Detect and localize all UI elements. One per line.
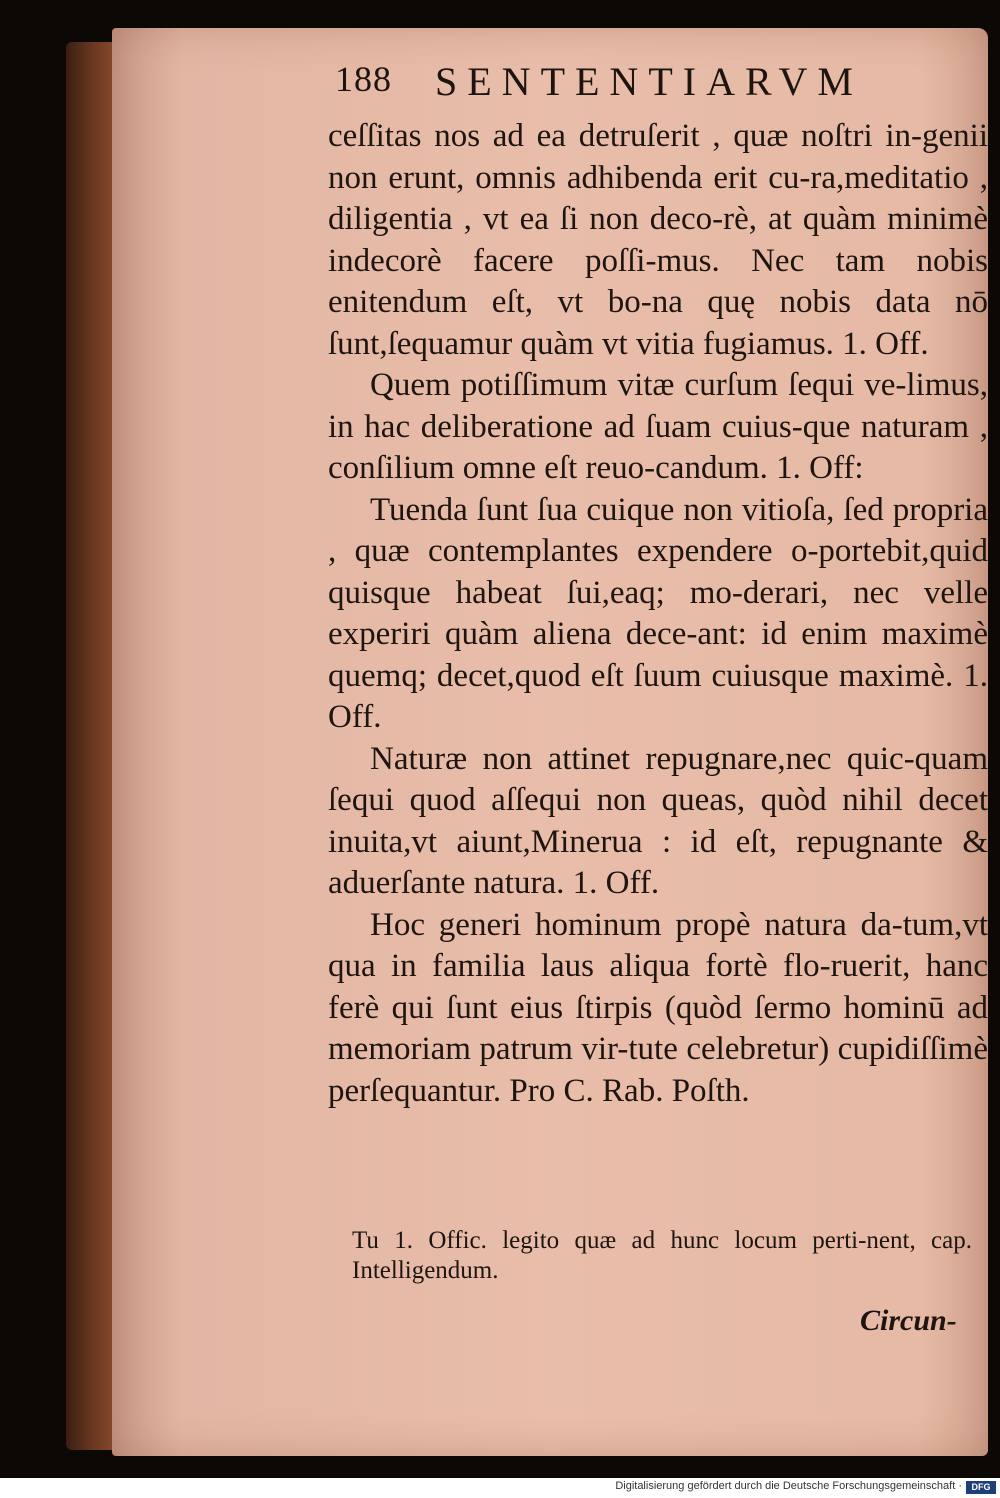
digitization-credit-bar [0,1478,1000,1498]
main-text [328,116,988,1112]
running-head: SENTENTIARVM [435,59,863,104]
paragraph-4: Naturæ non attinet repugnare,nec quic-quam ſequi quod aſſequi non queas, quòd nihil decet inuita,vt aiunt,Minerua : id eſt, repugnante & aduerſante natura. 1. Off. [328,740,988,901]
catchword: Circun- [860,1304,957,1337]
page-number: 188 [335,59,392,99]
reference-note: Tu 1. Offic. legito quæ ad hunc locum perti-nent, cap. Intelligendum. [352,1227,972,1284]
paragraph-2: Quem potiſſimum vitæ curſum ſequi ve-limus, in hac deliberatione ad ſuam cuius-que naturam , conſilium omne eſt reuo-candum. 1. Off: [328,367,988,486]
credit-text: Digitalisierung gefördert durch die Deutsche Forschungsgemeinschaft · [615,1480,962,1492]
page-header [335,58,915,108]
paragraph-1: ceſſitas nos ad ea detruſerit , quæ noſtri in-genii non erunt, omnis adhibenda erit cu-ra,meditatio , diligentia , vt ea ſi non deco-rè, at quàm minimè indecorè facere poſſi-mus. Nec tam nobis enitendum eſt, vt bo-na quę nobis data nō ſunt,ſequamur quàm vt vitia fugiamus. 1. Off. [328,118,988,362]
paragraph-3: Tuenda ſunt ſua cuique non vitioſa, ſed propria , quæ contemplantes expendere o-portebit,quid quisque habeat ſui,eaq; mo-derari, nec velle experiri quàm aliena dece-ant: id enim maximè quemq; decet,quod eſt ſuum cuiusque maximè. 1. Off. [328,491,988,735]
dfg-logo-icon: DFG [966,1481,996,1494]
paragraph-5: Hoc generi hominum propè natura da-tum,vt qua in familia laus aliqua fortè flo-ruerit, hanc ferè qui ſunt eius ſtirpis (quòd ſermo hominū ad memoriam patrum vir-tute celebretur) cupidiſſimè perſequantur. Pro C. Rab. Poſth. [328,906,988,1109]
